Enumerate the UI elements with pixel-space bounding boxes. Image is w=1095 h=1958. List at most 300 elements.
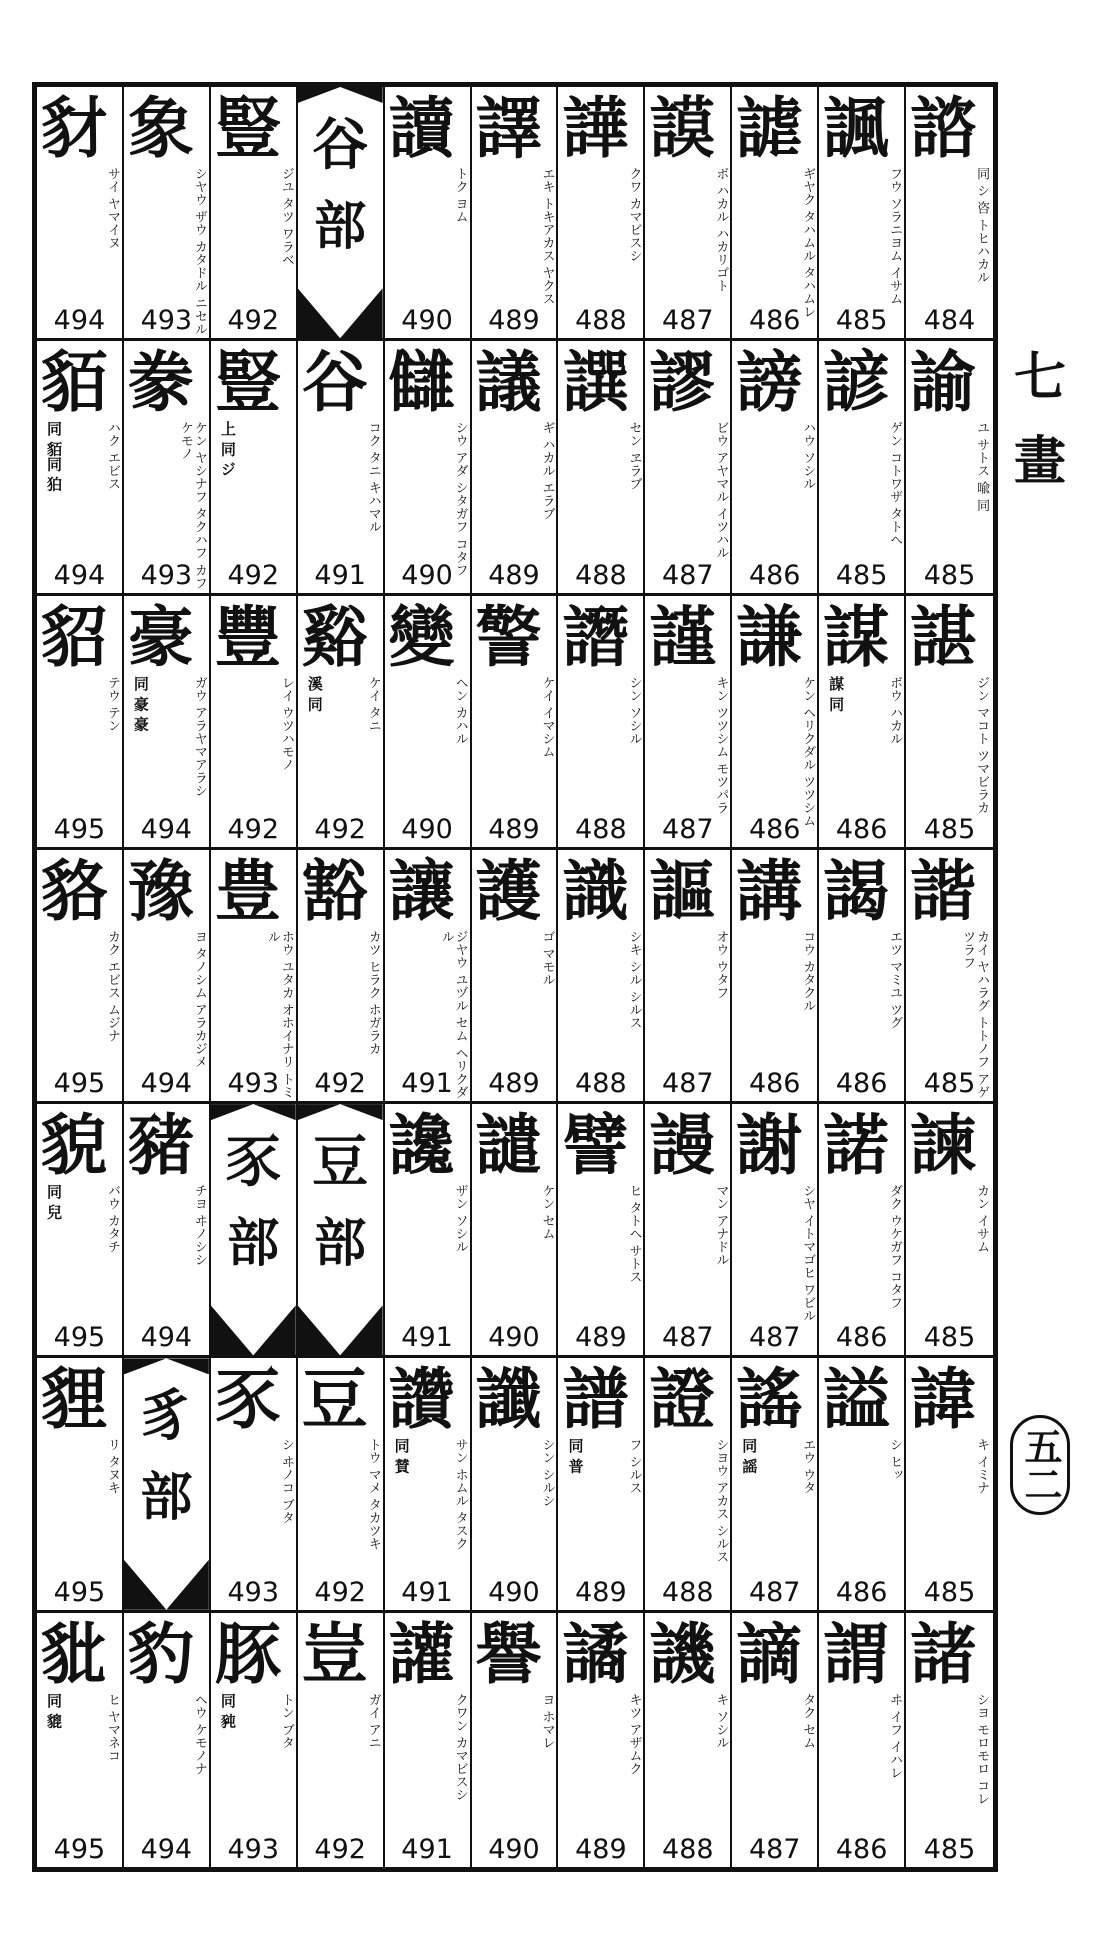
kanji-char: 讚 [388,1360,455,1439]
kanji-char: 謬 [649,343,716,422]
char-cell [472,341,559,592]
char-cell [732,1358,819,1609]
char-row [37,850,993,1104]
kana-reading: ボウ ハカル [887,675,903,745]
char-cell [385,850,472,1101]
kanji-char: 貍 [41,1360,107,1439]
kanji-char: 豆 [301,1360,368,1439]
char-number: 491 [401,1068,453,1100]
char-number: 486 [835,1068,888,1100]
kanji-char: 諸 [910,1614,977,1693]
kanji-char: 謝 [736,1106,803,1185]
char-number: 489 [575,1576,627,1608]
char-number: 488 [575,305,627,337]
kana-reading: ヘン カハル [452,675,468,745]
char-number: 492 [314,1833,366,1865]
char-cell [645,1613,732,1867]
kanji-char: 諮 [910,89,977,167]
char-number: 485 [835,559,888,591]
kana-reading: ヨ ホマレ [539,1692,555,1749]
char-number: 491 [401,1322,453,1354]
kanji-char: 豪 [127,597,194,676]
char-cell [37,1613,124,1867]
char-number: 490 [401,559,453,591]
kanji-char: 豺 [41,89,107,167]
char-number: 486 [748,305,801,337]
page-number: 五二 [1010,1415,1070,1515]
kanji-char: 諾 [823,1106,890,1185]
kana-reading: ギ ハカル エラブ [539,421,555,521]
kanji-char: 譏 [649,1614,716,1693]
char-number: 487 [662,813,714,845]
char-cell [298,850,385,1101]
kanji-char: 諭 [910,343,977,422]
radical-top-bracket [211,1104,296,1120]
kana-reading: ケン セム [539,1184,555,1241]
kana-reading: カク エビス ムジナ [105,929,120,1043]
char-row [37,87,993,341]
kana-reading: ゴ マモル [539,929,555,986]
char-cell [211,1613,298,1867]
char-cell [906,850,993,1101]
kana-reading: リ タヌキ [105,1438,120,1495]
char-cell [37,1104,124,1355]
variant-note: 同 兒 [45,1184,63,1220]
char-number: 494 [140,813,193,845]
char-cell [472,1613,559,1867]
char-number: 485 [923,559,976,591]
kanji-char: 謨 [649,89,716,167]
char-cell [211,87,298,338]
char-number: 495 [53,1833,106,1865]
radical-header-cell [298,1104,385,1355]
kanji-char: 譴 [475,1106,542,1185]
kana-reading: タク セム [800,1692,816,1749]
kana-reading: トウ マメ タカツキ [365,1438,381,1551]
char-number: 486 [748,1068,801,1100]
variant-note: 同 豪 豪 [131,675,150,732]
char-cell [211,341,298,592]
radical-label: 部 [227,1213,280,1275]
char-number: 494 [140,1322,193,1354]
char-number: 492 [314,813,366,845]
kana-reading: ヒ タトヘ サトス [626,1184,642,1284]
radical-bottom-bracket [298,288,383,338]
kanji-char: 豚 [214,1614,281,1693]
char-number: 486 [748,559,801,591]
char-cell [906,87,993,338]
kana-reading: キン ツツシム モツパラ [713,675,729,814]
kana-reading: シ ヰノコ ブタ [278,1438,294,1525]
char-cell [37,1358,124,1609]
radical-char: 豕 [225,1129,282,1196]
kanji-char: 豎 [214,343,281,422]
kanji-char: 豕 [214,1360,281,1439]
variant-note: 上 同 ジ [218,421,237,477]
kana-reading: ガイ アニ [365,1692,381,1749]
char-number: 492 [227,559,280,591]
kana-reading: カン イサム [974,1184,990,1254]
kana-reading: フウ ソラニヨム イサム [887,167,903,306]
char-cell [472,1358,559,1609]
kana-reading: カツ ヒラク ホガラカ [365,929,381,1056]
char-cell [124,1104,211,1355]
char-cell [558,1613,645,1867]
kana-reading: ハウ ソシル [800,421,816,491]
char-cell [819,87,906,338]
char-cell [645,850,732,1101]
kanji-char: 護 [475,851,542,930]
kanji-char: 豹 [127,1614,194,1693]
character-table [32,82,998,1872]
char-number: 487 [662,559,714,591]
kanji-char: 讀 [388,89,455,167]
kana-reading: ザン ソシル [452,1184,468,1254]
kana-reading: チヨ ヰノシシ [191,1184,207,1267]
char-number: 493 [227,1068,280,1100]
kanji-char: 議 [475,343,542,422]
char-number: 492 [314,1576,366,1608]
kana-reading: キ ソシル [713,1692,729,1749]
char-cell [819,596,906,847]
radical-header-cell [124,1358,211,1609]
char-number: 490 [401,813,453,845]
kana-reading: ビウ アヤマル イツハル [713,421,729,560]
char-number: 488 [575,559,627,591]
char-number: 491 [314,559,366,591]
char-number: 490 [488,1322,540,1354]
char-row [37,1613,993,1867]
kanji-char: 豐 [214,597,281,676]
char-cell [124,341,211,592]
kanji-char: 讖 [475,1360,542,1439]
kana-reading: ダク ウケガフ コタフ [887,1184,903,1310]
char-number: 487 [748,1833,801,1865]
kanji-char: 讒 [388,1106,455,1185]
radical-label: 部 [314,1213,367,1275]
variant-note: 同 普 [566,1438,585,1474]
kanji-char: 諺 [823,343,890,422]
kana-reading: ケイ イマシム [539,675,555,758]
char-number: 486 [835,1322,888,1354]
char-number: 493 [227,1833,280,1865]
kanji-char: 貊 [41,343,107,422]
kana-reading: クワ カマビスシ [626,167,642,263]
kanji-char: 譽 [475,1614,542,1693]
char-cell [558,341,645,592]
kana-reading: キツ アザムク [626,1692,642,1775]
kana-reading: オウ ウタフ [713,929,729,999]
kana-reading: ジユ タツ ワラベ [278,167,294,267]
char-number: 494 [53,559,106,591]
radical-bottom-bracket [298,1305,383,1355]
kanji-char: 譎 [562,1614,629,1693]
radical-char: 谷 [312,112,369,178]
char-number: 487 [662,305,714,337]
char-number: 486 [835,1576,888,1608]
char-number: 485 [923,1322,976,1354]
kana-reading: ガウ アラヤマアラシ [191,675,207,797]
char-number: 485 [835,305,888,337]
char-number: 493 [227,1576,280,1608]
char-number: 495 [53,1068,106,1100]
kana-reading: ボ ハカル ハカリゴト [713,167,729,293]
char-cell [819,341,906,592]
char-number: 488 [662,1833,714,1865]
kana-reading: バウ カタチ [105,1184,120,1254]
kana-reading: ホウ ユタカ オホイナリ トミル [264,929,294,1099]
char-row [37,341,993,595]
char-number: 490 [488,1576,540,1608]
char-number: 491 [401,1576,453,1608]
radical-top-bracket [124,1358,209,1374]
char-cell [558,850,645,1101]
kanji-char: 識 [562,851,629,930]
char-number: 485 [923,1833,976,1865]
char-number: 486 [835,1833,888,1865]
char-cell [37,341,124,592]
char-cell [472,87,559,338]
char-cell [124,596,211,847]
char-cell [472,596,559,847]
kanji-char: 講 [736,851,803,930]
kana-reading: シン シルシ [539,1438,555,1508]
char-cell [906,1358,993,1609]
char-cell [472,850,559,1101]
variant-note: 同 謡 [740,1438,759,1474]
char-cell [558,87,645,338]
kana-reading: エウ ウタ [800,1438,816,1495]
char-number: 493 [140,559,193,591]
kana-reading: シン ソシル [626,675,642,745]
char-number: 488 [662,1576,714,1608]
kana-reading: シキ シル シルス [626,929,642,1030]
char-cell [558,1104,645,1355]
char-number: 489 [575,1833,627,1865]
char-number: 492 [314,1068,366,1100]
char-number: 490 [488,1833,540,1865]
char-cell [472,1104,559,1355]
kanji-char: 諶 [910,597,977,676]
kana-reading: サイ ヤマイヌ [105,167,120,250]
kana-reading: トン ブタ [278,1692,294,1749]
char-cell [645,87,732,338]
char-cell [385,1104,472,1355]
kanji-char: 貌 [41,1106,107,1185]
kanji-char: 譜 [562,1360,629,1439]
char-cell [211,596,298,847]
kanji-char: 谷 [301,343,368,422]
kana-reading: ヘウ ケモノナ [191,1692,207,1775]
char-cell [298,1613,385,1867]
char-cell [211,850,298,1101]
char-cell [124,87,211,338]
kanji-char: 謾 [649,1106,716,1185]
kana-reading: レイ ウツハモノ [278,675,294,771]
char-cell [385,1613,472,1867]
char-number: 495 [53,1322,106,1354]
kanji-char: 諱 [910,1360,977,1439]
kanji-char: 谿 [301,597,368,676]
kanji-char: 諫 [910,1106,977,1185]
kana-reading: ギヤク タハムル タハムレ [800,167,816,319]
kana-reading: シヨウ アカス シルス [713,1438,729,1564]
kanji-char: 譖 [562,597,629,676]
variant-note: 溪 同 [305,675,324,711]
radical-header-cell [211,1104,298,1355]
variant-note: 同 豘 [218,1692,237,1728]
char-row [37,1358,993,1612]
kanji-char: 讙 [388,1614,455,1693]
kanji-char: 貂 [41,597,107,676]
kana-reading: シヤウ ザウ カタドル ニセル [191,167,207,336]
char-number: 489 [488,813,540,845]
char-cell [732,850,819,1101]
char-cell [37,850,124,1101]
kanji-char: 謀 [823,597,890,676]
kanji-char: 證 [649,1360,716,1439]
char-cell [385,1358,472,1609]
kanji-char: 諧 [910,851,977,930]
kana-reading: ヒ ヤマネコ [105,1692,120,1762]
char-cell [732,341,819,592]
char-number: 487 [662,1068,714,1100]
kana-reading: 同 シ 咨 トヒハカル [974,167,990,284]
char-number: 489 [488,305,540,337]
char-number: 486 [748,813,801,845]
char-number: 487 [748,1576,801,1608]
kanji-char: 謙 [736,597,803,676]
kana-reading: セン ヱラブ [626,421,642,491]
char-cell [732,596,819,847]
kanji-char: 豊 [214,851,281,930]
radical-top-bracket [298,87,383,103]
char-cell [37,596,124,847]
char-cell [558,596,645,847]
char-cell [385,341,472,592]
kanji-char: 豼 [41,1614,107,1693]
radical-bottom-bracket [124,1560,209,1610]
char-number: 492 [227,305,280,337]
char-number: 487 [662,1322,714,1354]
kanji-char: 豢 [127,343,194,422]
char-cell [906,1613,993,1867]
kana-reading: トク ヨム [452,167,468,224]
variant-note: 同 賛 [392,1438,411,1474]
radical-header-cell [298,87,385,338]
kana-reading: エツ マミユ ツグ [887,929,903,1030]
kanji-char: 讓 [388,851,455,930]
kana-reading: ゲン コトワザ タトヘ [887,421,903,547]
char-cell [819,1358,906,1609]
kanji-char: 謚 [823,1360,890,1439]
char-cell [732,1104,819,1355]
char-number: 494 [53,305,106,337]
kanji-char: 謹 [649,597,716,676]
char-number: 489 [488,1068,540,1100]
kana-reading: コウ カタクル [800,929,816,1012]
char-number: 486 [835,813,888,845]
char-cell [558,1358,645,1609]
kana-reading: ケイ タニ [365,675,381,732]
variant-note: 同 貊同 狛 [45,421,63,492]
char-cell [645,341,732,592]
radical-bottom-bracket [211,1305,296,1355]
kanji-char: 謔 [736,89,803,167]
char-cell [906,1104,993,1355]
char-number: 494 [140,1833,193,1865]
kanji-char: 豈 [301,1614,368,1693]
radical-top-bracket [298,1104,383,1120]
kanji-char: 譯 [475,89,542,167]
char-cell [645,596,732,847]
char-number: 493 [140,305,193,337]
char-number: 489 [575,1322,627,1354]
kanji-char: 謂 [823,1614,890,1693]
char-cell [385,87,472,338]
char-number: 485 [923,1576,976,1608]
char-row [37,596,993,850]
kanji-char: 謫 [736,1614,803,1693]
kanji-char: 謗 [736,343,803,422]
kanji-char: 謠 [736,1360,803,1439]
char-cell [645,1358,732,1609]
kana-reading: ハク エビス [105,421,120,491]
kanji-char: 讎 [388,343,455,422]
kanji-char: 豫 [127,851,194,930]
kana-reading: ヨ タノシム アラカジメ [191,929,207,1069]
char-number: 489 [488,559,540,591]
char-number: 488 [575,813,627,845]
kana-reading: ケン ヤシナフ タクハフ カフケモノ [177,421,207,590]
kanji-char: 警 [475,597,542,676]
char-number: 490 [401,305,453,337]
kanji-char: 謁 [823,851,890,930]
kana-reading: ジヤウ ユヅル セム ヘリクダル [438,929,468,1099]
char-cell [645,1104,732,1355]
kanji-char: 謳 [649,851,716,930]
char-number: 494 [140,1068,193,1100]
kana-reading: シ ヒッ [887,1438,903,1482]
kana-reading: キ イミナ [974,1438,990,1495]
char-number: 485 [923,813,976,845]
kana-reading: カイ ヤハラグ トトノフ アゲツラフ [960,929,990,1099]
kanji-char: 變 [388,597,455,676]
kanji-char: 象 [127,89,194,167]
char-cell [298,596,385,847]
char-cell [906,341,993,592]
kana-reading: マン アナドル [713,1184,729,1267]
kana-reading: ジン マコト ツマビラカ [974,675,990,814]
radical-label: 部 [314,196,367,257]
char-cell [211,1358,298,1609]
kana-reading: ヰ イフ イハレ [887,1692,903,1779]
radical-char: 豆 [312,1129,369,1196]
char-cell [37,87,124,338]
char-cell [819,1104,906,1355]
char-number: 488 [575,1068,627,1100]
char-number: 487 [748,1322,801,1354]
char-cell [124,1613,211,1867]
kana-reading: ユ サトス 喩 同 [974,421,990,512]
kana-reading: コク タニ キハマル [365,421,381,534]
char-number: 484 [923,305,976,337]
char-cell [298,341,385,592]
radical-char: 豸 [138,1383,195,1450]
kana-reading: シウ アダ シタガフ コタフ [452,421,468,577]
char-number: 492 [227,813,280,845]
char-cell [298,1358,385,1609]
